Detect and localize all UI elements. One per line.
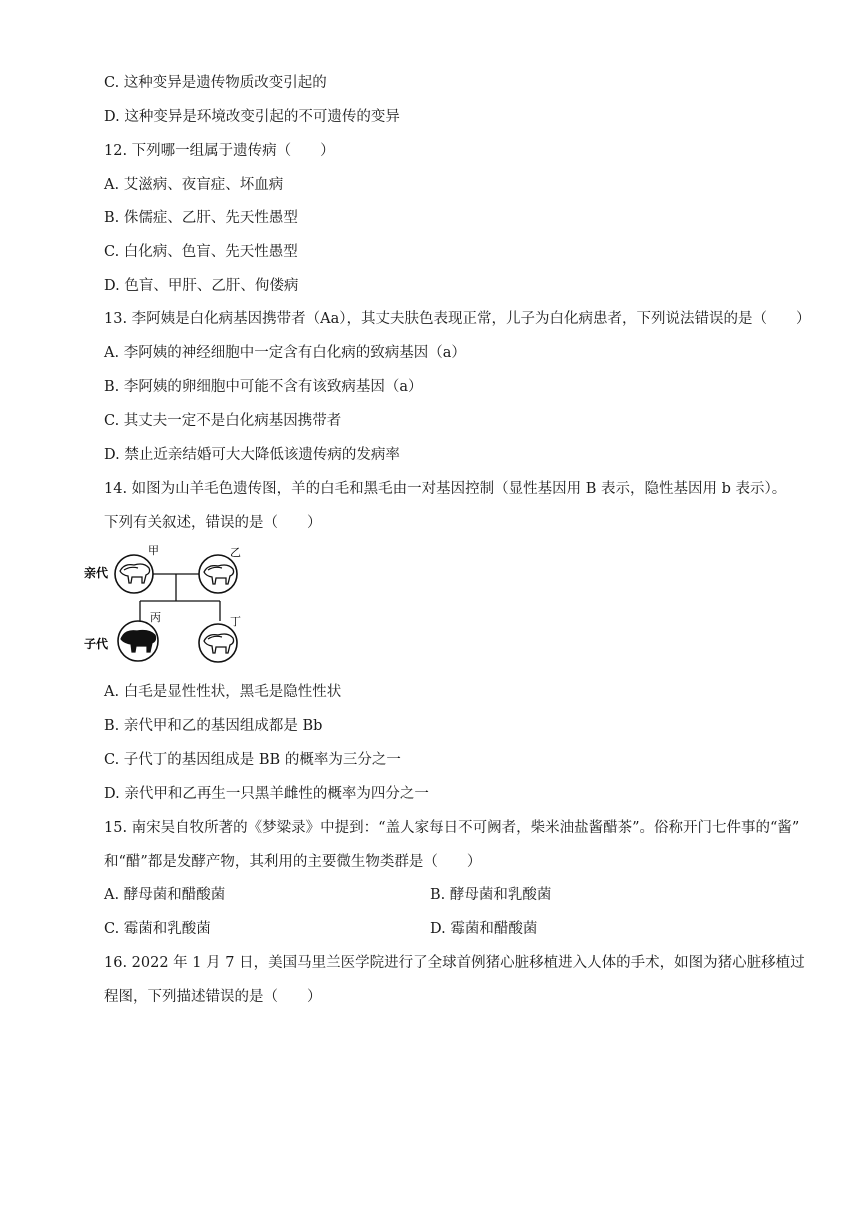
q16-stem-line2: 程图，下列描述错误的是（ ） xyxy=(104,989,322,1005)
q14-option-b: B. 亲代甲和乙的基因组成都是 Bb xyxy=(104,718,323,734)
q14-stem-line1: 14. 如图为山羊毛色遗传图，羊的白毛和黑毛由一对基因控制（显性基因用 B 表示，隐性基因用 b 表示）。 xyxy=(104,481,787,497)
q13-option-d: D. 禁止近亲结婚可大大降低该遗传病的发病率 xyxy=(104,447,400,463)
q12-option-c: C. 白化病、色盲、先天性愚型 xyxy=(104,244,298,260)
goat-ding-white-icon xyxy=(199,624,237,662)
goat-yi-white-icon xyxy=(199,555,237,593)
q15-option-c: C. 霉菌和乳酸菌 xyxy=(104,921,211,937)
child-generation-label: 子代 xyxy=(84,637,109,651)
q12-option-b: B. 侏儒症、乙肝、先天性愚型 xyxy=(104,210,298,226)
goat-pedigree-figure xyxy=(80,545,250,670)
q14-option-d: D. 亲代甲和乙再生一只黑羊雌性的概率为四分之一 xyxy=(104,786,429,802)
q12-stem: 12. 下列哪一组属于遗传病（ ） xyxy=(104,143,335,159)
q12-option-a: A. 艾滋病、夜盲症、坏血病 xyxy=(104,177,284,193)
q15-stem-line1: 15. 南宋吴自牧所著的《梦粱录》中提到：“盖人家每日不可阙者，柴米油盐酱醋茶”。俗称开门七件事的“酱” xyxy=(104,820,800,836)
ding-mark: 丁 xyxy=(230,615,241,628)
q11-option-c: C. 这种变异是遗传物质改变引起的 xyxy=(104,75,327,91)
q14-option-c: C. 子代丁的基因组成是 BB 的概率为三分之一 xyxy=(104,752,401,768)
q13-option-b: B. 李阿姨的卵细胞中可能不含有该致病基因（a） xyxy=(104,379,423,395)
q15-option-a: A. 酵母菌和醋酸菌 xyxy=(104,887,226,903)
q13-option-c: C. 其丈夫一定不是白化病基因携带者 xyxy=(104,413,342,429)
q15-stem-line2: 和“醋”都是发酵产物，其利用的主要微生物类群是（ ） xyxy=(104,854,482,870)
q16-stem-line1: 16. 2022 年 1 月 7 日，美国马里兰医学院进行了全球首例猪心脏移植进入人体的手术，如图为猪心脏移植过 xyxy=(104,955,805,971)
q13-stem: 13. 李阿姨是白化病基因携带者（Aa），其丈夫肤色表现正常，儿子为白化病患者，下列说法错误的是（ ） xyxy=(104,311,811,327)
q11-option-d: D. 这种变异是环境改变引起的不可遗传的变异 xyxy=(104,109,400,125)
parent-generation-label: 亲代 xyxy=(84,566,109,580)
q14-option-a: A. 白毛是显性性状，黑毛是隐性性状 xyxy=(104,684,342,700)
yi-mark: 乙 xyxy=(230,546,241,559)
q14-stem-line2: 下列有关叙述，错误的是（ ） xyxy=(104,515,322,531)
q15-option-d: D. 霉菌和醋酸菌 xyxy=(430,921,538,937)
jia-mark: 甲 xyxy=(148,545,159,557)
q13-option-a: A. 李阿姨的神经细胞中一定含有白化病的致病基因（a） xyxy=(104,345,466,361)
q15-option-b: B. 酵母菌和乳酸菌 xyxy=(430,887,552,903)
goat-jia-white-icon xyxy=(115,555,153,593)
q12-option-d: D. 色盲、甲肝、乙肝、佝偻病 xyxy=(104,278,299,294)
bing-mark: 丙 xyxy=(150,611,161,624)
goat-bing-black-icon xyxy=(118,621,158,661)
